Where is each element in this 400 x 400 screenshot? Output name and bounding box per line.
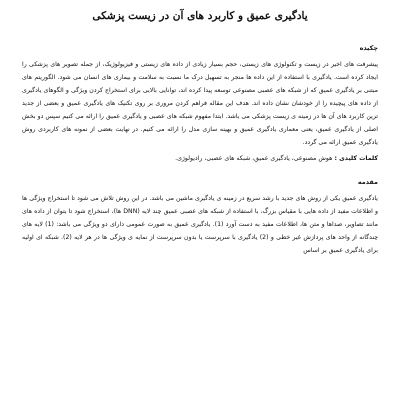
keywords-values: هوش مصنوعی، یادگیری عمیق، شبکه های عصبی، رادیولوژی. — [175, 155, 333, 162]
keywords-label: کلمات کلیدی : — [334, 155, 378, 162]
keywords-line — [22, 155, 378, 162]
abstract-paragraph: پیشرفت های اخیر در زیست و تکنولوژی های زیستی، حجم بسیار زیادی از داده های زیستی و فیزیولوژیک، از جمله تصویر های پزشکی را ایجاد کرده است. یادگیری با استفاده از این داده ها منجر به تسهیل درک ما نسبت به سلامت و بیماری های انسان می شود. الگوریتم های مبتنی بر یادگیری عمیق که از شبکه های عصبی مصنوعی توسعه پیدا کرده اند، توانایی بالایی برای استخراج کردن ویژگی و الگوهای یادگیری از داده های پیچیده را از خودشان نشان داده اند. هدف این مقاله فراهم کردن مروری بر روی تکنیک های یادگیری عمیق و بعضی از جدید ترین کاربرد های آن ها در زمینه ی زیست پزشکی می باشد. ابتدا مفهوم شبکه های عصبی و یادگیری عمیق را ارائه می کنیم سپس دو بخش اصلی از یادگیری عمیق، یعنی معماری یادگیری عمیق و بهینه سازی مدل را ارائه می کنیم. در نهایت بعضی از نمونه های کاربردی روش یادگیری عمیق ارائه می گردد. — [22, 61, 378, 146]
intro-heading: مقدمه — [357, 178, 378, 186]
document-title: یادگیری عمیق و کاربرد های آن در زیست پزشکی — [92, 10, 308, 22]
intro-paragraph: یادگیری عمیق یکی از روش های جدید با رشد سریع در زمینه ی یادگیری ماشین می باشد. در این روش تلاش می شود تا استخراج ویژگی ها و اطلاعات مفید از داده هایی با مقیاس بزرگ، با استفاده از شبکه های عصبی عمیق چند لایه (DNN ها)، استخراج شود تا بتوان از داده های مانند تصاویر، صداها و متن ها، اطلاعات مفید به دست آورد (1). یادگیری عمیق به صورت عمومی دارای دو ویژگی می باشد: (1) لایه های چندگانه از واحد های پردازش غیر خطی و (2) یادگیری با سرپرست یا بدون سرپرست از نمایه ی ویژگی ها در هر لایه (2). شبکه ای اولیه برای یادگیری عمیق بر اساس — [22, 195, 379, 254]
abstract-heading: چکیده — [359, 44, 378, 52]
